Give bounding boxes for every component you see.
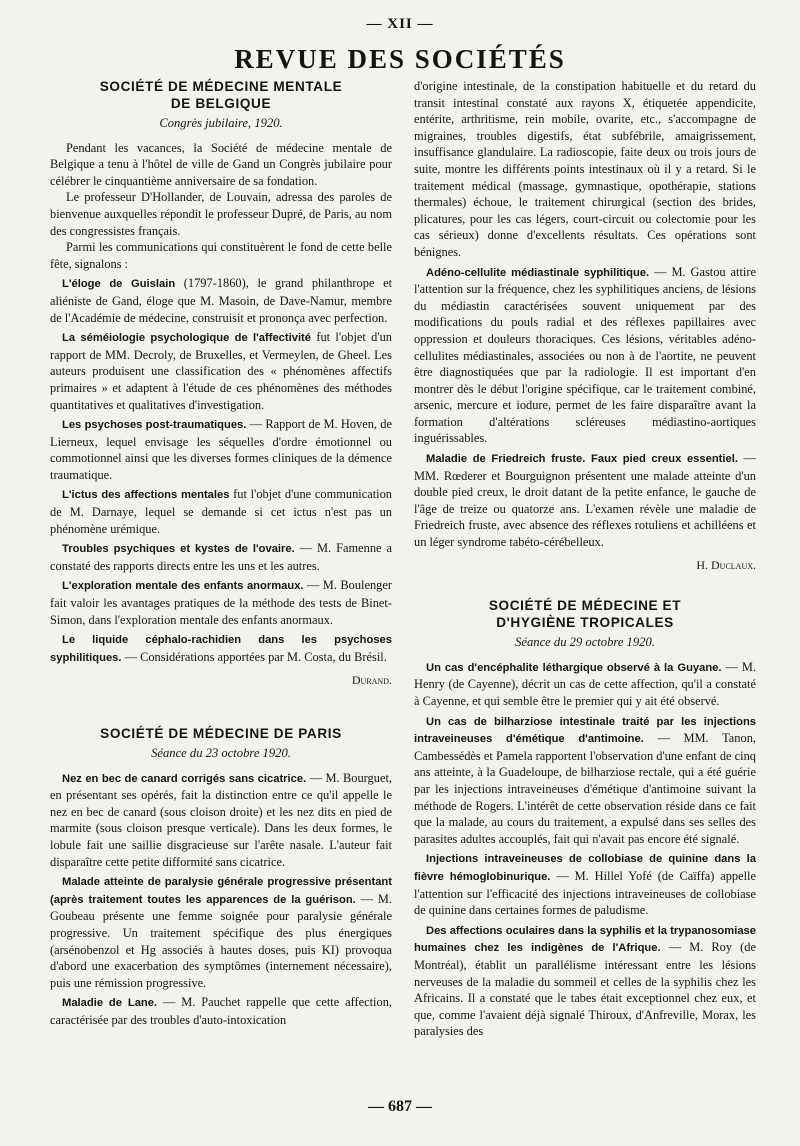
item-text: — M. Pauchet rappelle que cette affection, caractérisée par des troubles d'auto-intoxication xyxy=(50,995,392,1027)
item-text: — M. Boulenger fait valoir les avantages pratiques de la méthode des tests de Binet-Simon, dans l'exploration mentale des enfants anormaux. xyxy=(50,578,392,627)
item-text: — MM. Tanon, Cambessédès et Pamela rapportent l'observation d'une enfant de cinq ans atteinte, à la Guadeloupe, de bilharziose rectale, qui a été guérie par les injections intraveineuses d'émétique d'antimoine suivant la méthode de Rogers. L'intérêt de cette observation réside dans ce fait que la malade, au cours du traitement, a expulsé dans ses selles des parasites adultes accouplés, fait qui n'avait pas encore été signalé. xyxy=(414,731,756,846)
item-text: (1797-1860), le grand philanthrope et aliéniste de Gand, éloge que M. Masoin, de Dave-Namur, membre de l'Académie de médecine, construisit et prononça avec perfection. xyxy=(50,276,393,325)
communication-item xyxy=(414,264,756,448)
item-text: — Rapport de M. Hoven, de Lierneux, lequel envisage les séquelles d'ordre émotionnel ou commotionnel ainsi que les diverses formes cliniques de la démence traumatique. xyxy=(50,417,392,482)
item-lead: Adéno-cellulite médiastinale syphilitique. xyxy=(426,266,650,279)
item-lead: Nez en bec de canard corrigés sans cicatrice. xyxy=(62,772,307,785)
section-medecine-paris xyxy=(50,725,392,1029)
item-lead: Les psychoses post-traumatiques. xyxy=(62,419,247,432)
item-lead: Le liquide céphalo-rachidien dans les psychoses syphilitiques. xyxy=(50,634,392,664)
section-title-line: D'HYGIÈNE TROPICALES xyxy=(496,615,674,631)
author-signature: H. Duclaux. xyxy=(696,557,756,572)
communication-item xyxy=(414,850,756,918)
section-medecine-hygiene-tropicales xyxy=(414,597,756,1040)
section-title: SOCIÉTÉ DE MÉDECINE DE PARIS xyxy=(100,726,342,741)
communication-item xyxy=(50,577,392,628)
section-title-line: DE BELGIQUE xyxy=(170,96,272,111)
section-subtitle: Séance du 29 octobre 1920. xyxy=(515,635,655,650)
communication-item xyxy=(50,329,392,413)
section-title-line: SOCIÉTÉ DE MÉDECINE MENTALE xyxy=(99,79,343,94)
item-text: — M. Bourguet, en présentant ses opérés, fait la distinction entre ce qu'il appelle le nez en bec de canard (sous cloison droite) et les nez dits en pied de marmite (sous cloison presque verticale). Dans les deux formes, le lobule fait une saillie disgracieuse sur l'arête nasale. L'auteur fait disparaître cette petite difformité sans cicatrice. xyxy=(50,770,392,869)
item-text: — M. Famenne a constaté des rapports directs entre les uns et les autres. xyxy=(50,541,392,573)
page-folio-top: — XII — xyxy=(366,16,434,32)
section-title-line: SOCIÉTÉ DE MÉDECINE ET xyxy=(488,598,682,614)
item-lead: Des affections oculaires dans la syphilis et la trypanosomiase humaines chez les indigènes de l'Afrique. xyxy=(414,924,756,955)
paragraph: Parmi les communications qui constituèrent le fond de cette belle fête, signalons : xyxy=(50,240,392,271)
item-lead: Maladie de Lane. xyxy=(62,997,158,1010)
item-lead: L'exploration mentale des enfants anormaux. xyxy=(62,580,304,593)
communication-item xyxy=(414,450,756,551)
left-column xyxy=(50,78,392,1029)
communication-item xyxy=(50,631,392,666)
communication-item xyxy=(414,713,756,848)
item-lead: Injections intraveineuses de collobiase de quinine dans la fièvre hémoglobinurique. xyxy=(414,853,756,883)
item-lead: La séméiologie psychologique de l'affectivité xyxy=(62,332,312,345)
section-subtitle: Séance du 23 octobre 1920. xyxy=(151,746,291,760)
paragraph: Le professeur D'Hollander, de Louvain, adressa des paroles de bienvenue auxquelles répondit le professeur Dupré, de Paris, au nom des congressistes français. xyxy=(50,190,392,238)
section-title xyxy=(50,78,392,112)
item-text: — M. Hillel Yofé (de Caïffa) appelle l'attention sur l'efficacité des injections intraveineuses de collobiase de quinine dans certaines formes de paludisme. xyxy=(414,868,756,918)
item-text: — M. Henry (de Cayenne), décrit un cas de cette affection, qu'il a constaté à Cayenne, et qui semble être le premier qui y ait été observé. xyxy=(414,659,756,708)
page-number: — 687 — xyxy=(368,1098,432,1115)
communication-item xyxy=(50,873,392,991)
item-text: — M. Roy (de Montréal), établit un parallélisme intéressant entre les lésions nerveuses de la maladie du sommeil et celles de la syphilis chez les Africains. Il a constaté que le tabes était exceptionnel chez eux, et que, comme l'avaient déjà signalé Thiroux, d'Anfreville, Morax, les paralysies des xyxy=(414,940,757,1039)
section-subtitle: Congrès jubilaire, 1920. xyxy=(159,116,283,130)
item-lead: Maladie de Friedreich fruste. Faux pied creux essentiel. xyxy=(426,453,738,466)
section-medecine-mentale-belgique xyxy=(50,78,392,689)
right-column xyxy=(414,78,756,1040)
communication-item xyxy=(50,486,392,537)
communication-item xyxy=(50,994,392,1028)
communication-item xyxy=(414,922,756,1040)
communication-item xyxy=(414,659,756,710)
item-lead: L'ictus des affections mentales xyxy=(62,489,230,502)
item-text: — M. Goubeau présente une femme soignée pour paralysie générale progressive. Un traitement spécifique des plus énergiques (arsénobenzol et Hg associés à hautes doses, puis KI) provoqua d'abord une exacerbation des symptômes (internement nécessaire), puis une rémission progressive. xyxy=(50,891,392,990)
item-lead: Malade atteinte de paralysie générale progressive présentant (après traitement toutes les apparences de la guérison. xyxy=(50,876,392,906)
author-signature: Durand. xyxy=(351,673,392,688)
item-text: fut l'objet d'un rapport de MM. Decroly, de Bruxelles, et Vermeylen, de Gheel. Les auteurs produisent une classification des « phénomènes affectifs primaires » et adaptent à l'étude de ces phénomènes des méthodes quantitatives et qualitatives d'investigation. xyxy=(50,330,392,412)
item-lead: Troubles psychiques et kystes de l'ovaire. xyxy=(62,543,295,556)
continued-paragraph: d'origine intestinale, de la constipation habituelle et du retard du transit intestinal constaté aux rayons X, étiquetée appendicite, entérite, arthritisme, rein mobile, ovarite, etc., s'accompagne de migraines, troubles digestifs, état subfébrile, amaigrissement, insuffisance glandulaire. La radioscopie, faite deux ou trois jours de suite, montre les différents points intestinaux où il y a retard. Si le traitement médical (massage, gymnastique, opothérapie, stations thermales) échoue, le traitement chirurgical (section des brides, plicatures, pour les cas légers, court-circuit ou colectomie pour les cas sérieux) donne d'excellents résultats. Ces opérations sont bénignes. xyxy=(414,79,756,259)
item-text: fut l'objet d'une communication de M. Darnaye, lequel se demande si cet ictus n'est pas un phénomène urémique. xyxy=(50,487,392,536)
communication-item xyxy=(50,275,392,326)
communication-item xyxy=(50,770,392,871)
item-text: — MM. Rœderer et Bourguignon présentent une malade atteinte d'un double pied creux, le droit datant de la petite enfance, le gauche de l'âge de treize ou quatorze ans. L'examen révèle une maladie de Friedreich fruste, avec absence des réflexes rotuliens et achilléens et un léger syndrome tabéto-cérébelleux. xyxy=(414,451,756,550)
paragraph: Pendant les vacances, la Société de médecine mentale de Belgique a tenu à l'hôtel de ville de Gand un Congrès jubilaire pour célébrer le cinquantième anniversaire de sa fondation. xyxy=(50,140,392,188)
section-title xyxy=(414,597,756,631)
item-text: — M. Gastou attire l'attention sur la fréquence, chez les syphilitiques anciens, de lésions du médiastin caractérisées souvent uniquement par des modifications du pouls radial et des réflexes papillaires avec oppression et douleurs thoraciques. Ces lésions, véritables adéno-cellulites médiastinales, associées ou non à de l'aortite, ne peuvent être diagnostiquées que par la radiologie. Il est important d'en montrer dès le début l'origine spécifique, car le traitement combiné, arsenic, mercure et iodure, permet de les faire disparaître avant la formation d'altérations scléreuses médiastino-aortiques inguérissables. xyxy=(414,264,757,446)
communication-item xyxy=(50,416,392,483)
item-lead: L'éloge de Guislain xyxy=(62,278,176,291)
communication-item xyxy=(50,540,392,574)
item-lead: Un cas d'encéphalite léthargique observé à la Guyane. xyxy=(426,661,722,674)
item-text: — Considérations apportées par M. Costa, du Brésil. xyxy=(121,649,387,664)
page-masthead: REVUE DES SOCIÉTÉS xyxy=(234,44,566,74)
item-lead: Un cas de bilharziose intestinale traité par les injections intraveineuses d'émétique d'antimoine. xyxy=(414,715,756,746)
